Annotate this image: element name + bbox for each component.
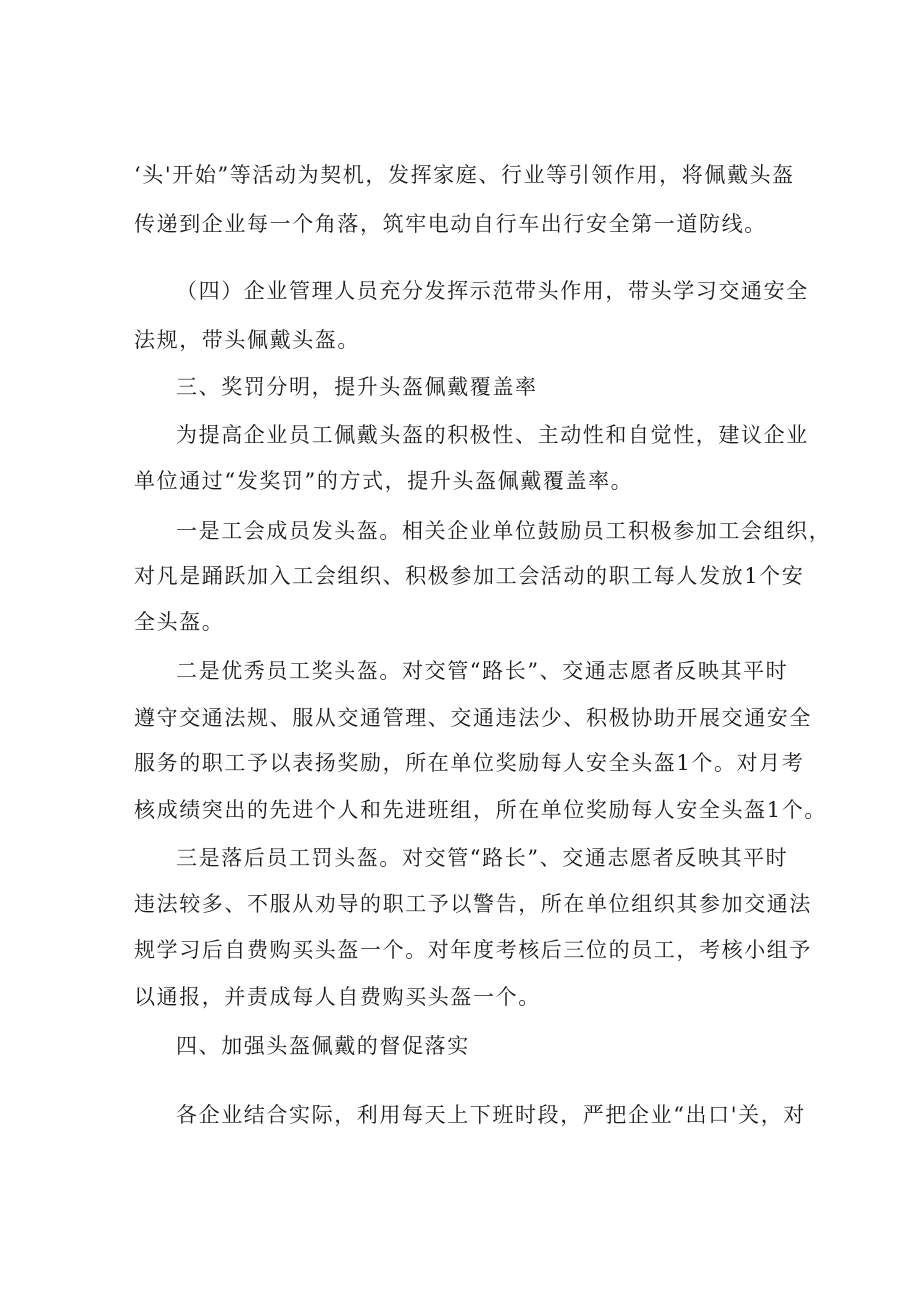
text-line: 一是工会成员发头盔。相关企业单位鼓励员工积极参加工会组织， — [176, 519, 832, 543]
text-line: 传递到企业每一个角落，筑牢电动自行车出行安全第一道防线。 — [134, 212, 767, 236]
text-line: 单位通过“发奖罚”的方式，提升头盔佩戴覆盖率。 — [134, 469, 634, 493]
text-line: 为提高企业员工佩戴头盔的积极性、主动性和自觉性，建议企业 — [176, 423, 809, 447]
text-line: 法规，带头佩戴头盔。 — [134, 328, 360, 352]
text-line: 遵守交通法规、服从交通管理、交通违法少、积极协助开展交通安全 — [134, 706, 812, 730]
text-line: 以通报，并责成每人自费购买头盔一个。 — [134, 985, 541, 1009]
text-line: 全头盔。 — [134, 610, 225, 634]
text-line: ‘头'开始”等活动为契机，发挥家庭、行业等引领作用，将佩戴头盔 — [134, 163, 795, 187]
text-line: 三是落后员工罚头盔。对交管“路长”、交通志愿者反映其平时 — [176, 846, 789, 870]
section-heading: （四）企业管理人员充分发挥示范带头作用，带头学习交通安全 — [176, 279, 809, 303]
text-line: 二是优秀员工奖头盔。对交管“路长”、交通志愿者反映其平时 — [176, 659, 789, 683]
text-line: 违法较多、不服从劝导的职工予以警告，所在单位组织其参加交通法 — [134, 892, 812, 916]
text-line: 服务的职工予以表扬奖励，所在单位奖励每人安全头盔1个。对月考 — [134, 751, 805, 775]
text-line: 核成绩突出的先进个人和先进班组，所在单位奖励每人安全头盔1个。 — [134, 798, 827, 822]
section-heading: 三、奖罚分明，提升头盔佩戴覆盖率 — [176, 375, 538, 399]
section-heading: 四、加强头盔佩戴的督促落实 — [176, 1034, 470, 1058]
text-line: 规学习后自费购买头盔一个。对年度考核后三位的员工，考核小组予 — [134, 938, 812, 962]
text-line: 对凡是踊跃加入工会组织、积极参加工会活动的职工每人发放1个安 — [134, 564, 805, 588]
text-line: 各企业结合实际，利用每天上下班时段，严把企业“出口'关，对 — [176, 1103, 806, 1127]
